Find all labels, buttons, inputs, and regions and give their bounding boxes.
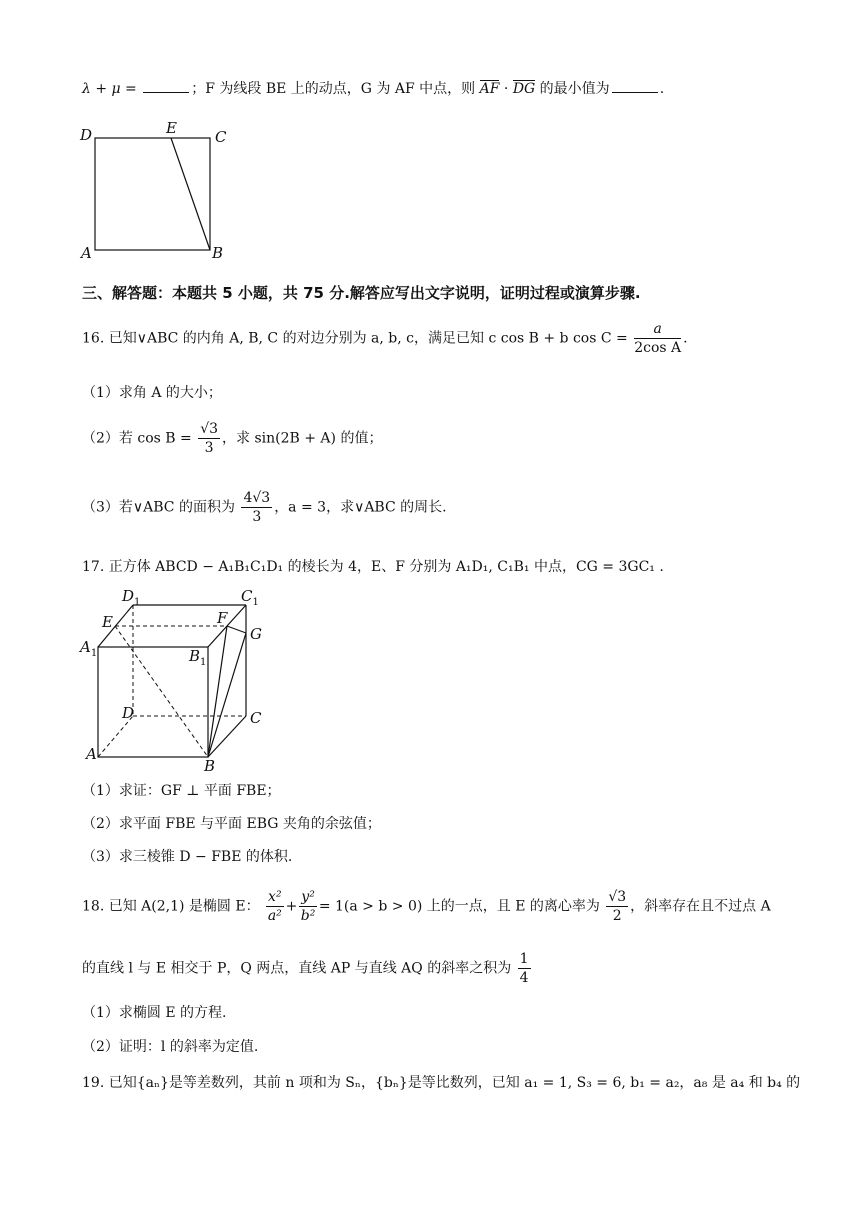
fraction-denominator: b² xyxy=(300,908,316,924)
label-b: B xyxy=(212,244,224,262)
dot-operator: · xyxy=(499,81,513,97)
q16-part3 xyxy=(82,489,447,526)
q18-k-fraction xyxy=(518,950,531,987)
q16-stem xyxy=(82,320,688,357)
label-d: D xyxy=(122,704,135,722)
fraction-numerator: √3 xyxy=(608,889,627,905)
q18-part2: （2）证明：l 的斜率为定值. xyxy=(82,1039,259,1055)
label-c: C xyxy=(250,709,262,727)
q16-period: . xyxy=(683,330,688,347)
segment-gb xyxy=(208,633,246,757)
plus-operator: + xyxy=(285,898,298,915)
fraction-numerator: a xyxy=(634,320,681,339)
fraction-denominator: 4 xyxy=(519,970,529,986)
label-b: B xyxy=(204,757,216,775)
edge-ad-hidden xyxy=(98,716,133,757)
fraction-numerator: y² xyxy=(301,889,315,905)
q18-stem xyxy=(82,888,771,925)
answer-blank-1 xyxy=(143,80,189,93)
segment-fb xyxy=(208,626,227,757)
fraction-numerator: 4√3 xyxy=(243,490,271,506)
section-heading: 三、解答题：本题共 5 小题，共 75 分.解答应写出文字说明，证明过程或演算步骤. xyxy=(82,284,641,302)
label-d1: $D_1$ xyxy=(122,587,141,608)
fraction-numerator: x² xyxy=(268,889,282,905)
vector-af: AF xyxy=(479,81,500,97)
q15-lead: λ + μ = xyxy=(82,81,142,97)
answer-blank-2 xyxy=(612,80,658,93)
label-e: E xyxy=(102,613,113,631)
q18-stem-end: ，斜率存在且不过点 A xyxy=(630,898,771,915)
q16-part2-tail: ，求 sin(2B + A) 的值； xyxy=(222,430,383,447)
q18-part1: （1）求椭圆 E 的方程. xyxy=(82,1005,227,1021)
q18-line2 xyxy=(82,950,533,987)
q16-part1: （1）求角 A 的大小； xyxy=(82,385,222,401)
label-a1: $A_1$ xyxy=(80,638,98,659)
label-a: A xyxy=(86,745,97,763)
q18-line2-text: 的直线 l 与 E 相交于 P，Q 两点，直线 AP 与直线 AQ 的斜率之积为 xyxy=(82,960,512,977)
square-outline xyxy=(95,138,210,250)
q16-part2-text: （2）若 cos B = xyxy=(82,430,192,447)
square-figure xyxy=(75,118,235,263)
q18-x-fraction xyxy=(266,888,284,925)
q16-part3-tail: ，a = 3，求∨ABC 的周长. xyxy=(274,499,447,516)
vector-dg: DG xyxy=(512,81,536,97)
segment-be xyxy=(171,138,210,250)
q16-fraction xyxy=(634,320,681,357)
fraction-denominator: 3 xyxy=(204,440,214,456)
q18-stem-text: 18. 已知 A(2,1) 是椭圆 E： xyxy=(82,898,260,915)
q17-part1: （1）求证：GF ⊥ 平面 FBE； xyxy=(82,783,281,799)
q16-part2-fraction xyxy=(198,420,220,457)
label-b1: $B_1$ xyxy=(189,647,207,668)
label-d: D xyxy=(80,126,93,144)
fraction-numerator: √3 xyxy=(200,421,219,437)
label-c: C xyxy=(215,128,227,146)
q17-part2: （2）求平面 FBE 与平面 EBG 夹角的余弦值； xyxy=(82,816,381,832)
fraction-denominator: 3 xyxy=(252,509,262,525)
q18-e-fraction xyxy=(606,888,628,925)
q17-part3: （3）求三棱锥 D − FBE 的体积. xyxy=(82,849,293,865)
q17-stem: 17. 正方体 ABCD − A₁B₁C₁D₁ 的棱长为 4，E、F 分别为 A₁D₁, C₁B₁ 中点，CG = 3GC₁ . xyxy=(82,559,664,575)
segment-fg xyxy=(227,626,246,633)
q16-part3-fraction xyxy=(241,489,272,526)
q19-stem: 19. 已知{aₙ}是等差数列，其前 n 项和为 Sₙ，{bₙ}是等比数列，已知 a₁ = 1, S₃ = 6, b₁ = a₂，a₈ 是 a₄ 和 b₄ 的 xyxy=(82,1075,801,1091)
label-c1: $C_1$ xyxy=(241,587,259,608)
fraction-denominator: a² xyxy=(267,908,282,924)
q15-mid: ；F 为线段 BE 上的动点，G 为 AF 中点，则 xyxy=(191,81,480,97)
q16-stem-text: 16. 已知∨ABC 的内角 A, B, C 的对边分别为 a, b, c，满足已知 c cos B + b cos C = xyxy=(82,330,628,347)
label-e: E xyxy=(166,119,177,137)
label-a: A xyxy=(81,244,92,262)
q16-part2 xyxy=(82,420,382,457)
q16-part3-text: （3）若∨ABC 的面积为 xyxy=(82,499,235,516)
q15-period: . xyxy=(659,81,665,97)
segment-eb xyxy=(115,626,208,757)
cube-figure xyxy=(78,585,278,775)
q15-tail-line xyxy=(82,80,664,98)
q15-end: 的最小值为 xyxy=(535,81,610,97)
fraction-numerator: 1 xyxy=(519,951,529,967)
q18-y-fraction xyxy=(299,888,317,925)
fraction-denominator: 2cos A xyxy=(634,340,682,356)
q18-stem-mid: = 1(a > b > 0) 上的一点，且 E 的离心率为 xyxy=(318,898,600,915)
label-f: F xyxy=(217,609,228,627)
fraction-denominator: 2 xyxy=(612,908,622,924)
label-g: G xyxy=(250,625,262,643)
